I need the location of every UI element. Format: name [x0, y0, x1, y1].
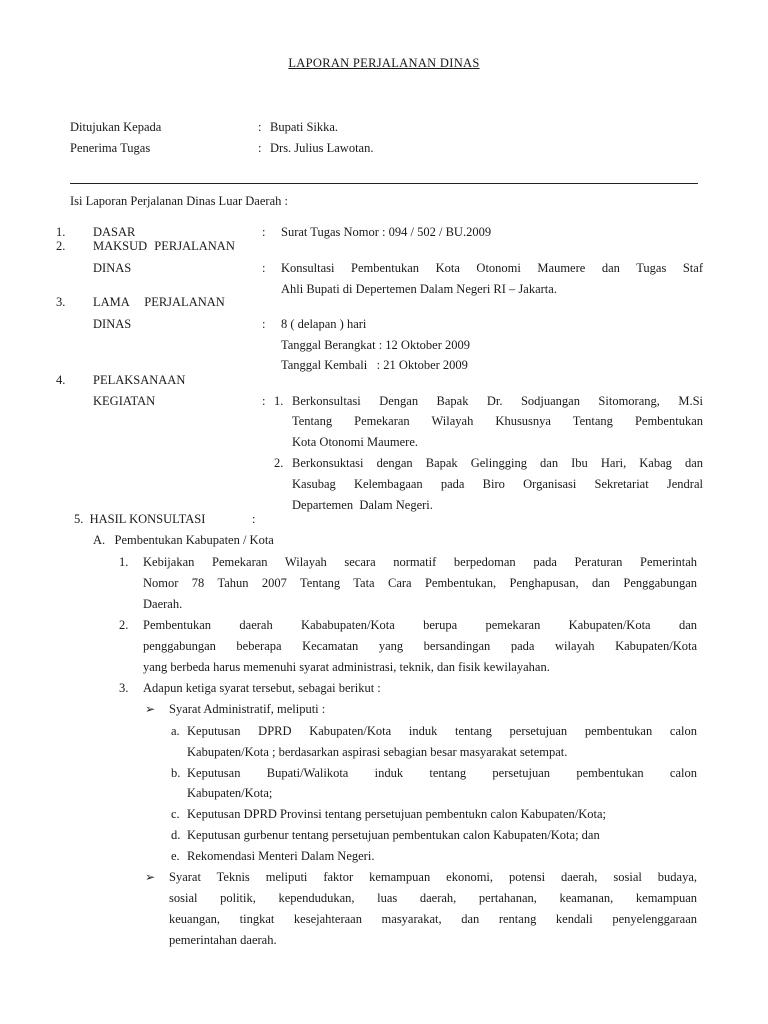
maksud-colon: :: [262, 261, 266, 275]
document-title: LAPORAN PERJALANAN DINAS: [288, 56, 480, 70]
item-1-number: 1.: [56, 225, 66, 239]
point-1-number: 1.: [119, 555, 129, 569]
maksud-value-line-2: Ahli Bupati di Depertemen Dalam Negeri RI – Jakarta.: [281, 282, 557, 296]
adm-b-line-2: Kabupaten/Kota;: [187, 786, 273, 800]
syarat-teknis-line-4: pemerintahan daerah.: [169, 933, 277, 947]
kegiatan-1-line-3: Kota Otonomi Maumere.: [292, 435, 419, 449]
maksud-label-line-2: DINAS: [93, 261, 132, 275]
horizontal-divider: [70, 183, 698, 184]
lama-colon: :: [262, 317, 266, 331]
adm-a-line-2: Kabupaten/Kota ; berdasarkan aspirasi sebagian besar masyarakat setempat.: [187, 745, 568, 759]
dasar-label: DASAR: [93, 225, 136, 239]
ditujukan-label: Ditujukan Kepada: [70, 120, 162, 134]
kegiatan-1-number: 1.: [274, 394, 284, 408]
penerima-colon: :: [258, 141, 262, 155]
point-2-line-1: Pembentukan daerah Kababupaten/Kota berupa pemekaran Kabupaten/Kota dan: [143, 618, 697, 632]
point-1-line-1: Kebijakan Pemekaran Wilayah secara normatif berpedoman pada Peraturan Pemerintah: [143, 555, 697, 569]
adm-b-label: b.: [171, 766, 181, 780]
adm-c-line-1: Keputusan DPRD Provinsi tentang persetujuan pembentukn calon Kabupaten/Kota;: [187, 807, 607, 821]
adm-c-label: c.: [171, 807, 180, 821]
adm-e-line-1: Rekomendasi Menteri Dalam Negeri.: [187, 849, 375, 863]
pelaksanaan-colon: :: [262, 394, 266, 408]
point-1-line-3: Daerah.: [143, 597, 183, 611]
item-4-number: 4.: [56, 373, 66, 387]
adm-e-label: e.: [171, 849, 180, 863]
penerima-label: Penerima Tugas: [70, 141, 151, 155]
syarat-administratif-title: Syarat Administratif, meliputi :: [169, 702, 326, 716]
maksud-value-line-1: Konsultasi Pembentukan Kota Otonomi Maumere dan Tugas Staf: [281, 261, 703, 275]
point-1-line-2: Nomor 78 Tahun 2007 Tentang Tata Cara Pembentukan, Penghapusan, dan Penggabungan: [143, 576, 697, 590]
pelaksanaan-label-line-2: KEGIATAN: [93, 394, 156, 408]
dasar-colon: :: [262, 225, 266, 239]
lama-label-line-2: DINAS: [93, 317, 132, 331]
lama-value-line-2: Tanggal Berangkat : 12 Oktober 2009: [281, 338, 471, 352]
point-2-number: 2.: [119, 618, 129, 632]
point-2-line-2: penggabungan beberapa Kecamatan yang bersandingan pada wilayah Kabupaten/Kota: [143, 639, 697, 653]
adm-a-line-1: Keputusan DPRD Kabupaten/Kota induk tentang persetujuan pembentukan calon: [187, 724, 697, 738]
point-3-line-1: Adapun ketiga syarat tersebut, sebagai berikut :: [143, 681, 381, 695]
syarat-teknis-line-3: keuangan, tingkat kesejahteraan masyarakat, dan rentang kendali penyelenggaraan: [169, 912, 697, 926]
subheading-pembentukan: A. Pembentukan Kabupaten / Kota: [93, 533, 274, 547]
kegiatan-2-line-1: Berkonsuktasi dengan Bapak Gelingging dan Ibu Hari, Kabag dan: [292, 456, 703, 470]
lama-value-line-3: Tanggal Kembali : 21 Oktober 2009: [281, 358, 468, 372]
kegiatan-1-line-2: Tentang Pemekaran Wilayah Khususnya Tentang Pembentukan: [292, 414, 703, 428]
kegiatan-2-line-3: Departemen Dalam Negeri.: [292, 498, 433, 512]
adm-a-label: a.: [171, 724, 180, 738]
adm-b-line-1: Keputusan Bupati/Walikota induk tentang persetujuan pembentukan calon: [187, 766, 697, 780]
item-2-number: 2.: [56, 239, 66, 253]
pelaksanaan-label-line-1: PELAKSANAAN: [93, 373, 186, 387]
adm-d-label: d.: [171, 828, 181, 842]
item-3-number: 3.: [56, 295, 66, 309]
kegiatan-2-number: 2.: [274, 456, 284, 470]
lama-label-line-1: LAMA PERJALANAN: [93, 295, 225, 309]
adm-d-line-1: Keputusan gurbenur tentang persetujuan pembentukan calon Kabupaten/Kota; dan: [187, 828, 600, 842]
lama-value-line-1: 8 ( delapan ) hari: [281, 317, 367, 331]
maksud-label-line-1: MAKSUD PERJALANAN: [93, 239, 235, 253]
syarat-teknis-line-2: sosial politik, kependudukan, luas daerah, pertahanan, keamanan, kemampuan: [169, 891, 697, 905]
ditujukan-value: Bupati Sikka.: [270, 120, 339, 134]
hasil-konsultasi-heading: 5. HASIL KONSULTASI: [74, 512, 206, 526]
kegiatan-2-line-2: Kasubag Kelembagaan pada Biro Organisasi Sekretariat Jendral: [292, 477, 703, 491]
arrow-bullet-icon: ➢: [145, 870, 156, 884]
kegiatan-1-line-1: Berkonsultasi Dengan Bapak Dr. Sodjuangan Sitomorang, M.Si: [292, 394, 703, 408]
ditujukan-colon: :: [258, 120, 262, 134]
dasar-value: Surat Tugas Nomor : 094 / 502 / BU.2009: [281, 225, 492, 239]
point-3-number: 3.: [119, 681, 129, 695]
point-2-line-3: yang berbeda harus memenuhi syarat administrasi, teknik, dan fisik kewilayahan.: [143, 660, 550, 674]
intro-text: Isi Laporan Perjalanan Dinas Luar Daerah :: [70, 194, 288, 208]
hasil-konsultasi-colon: :: [252, 512, 256, 526]
syarat-teknis-line-1: Syarat Teknis meliputi faktor kemampuan ekonomi, potensi daerah, sosial budaya,: [169, 870, 697, 884]
penerima-value: Drs. Julius Lawotan.: [270, 141, 374, 155]
arrow-bullet-icon: ➢: [145, 702, 156, 716]
